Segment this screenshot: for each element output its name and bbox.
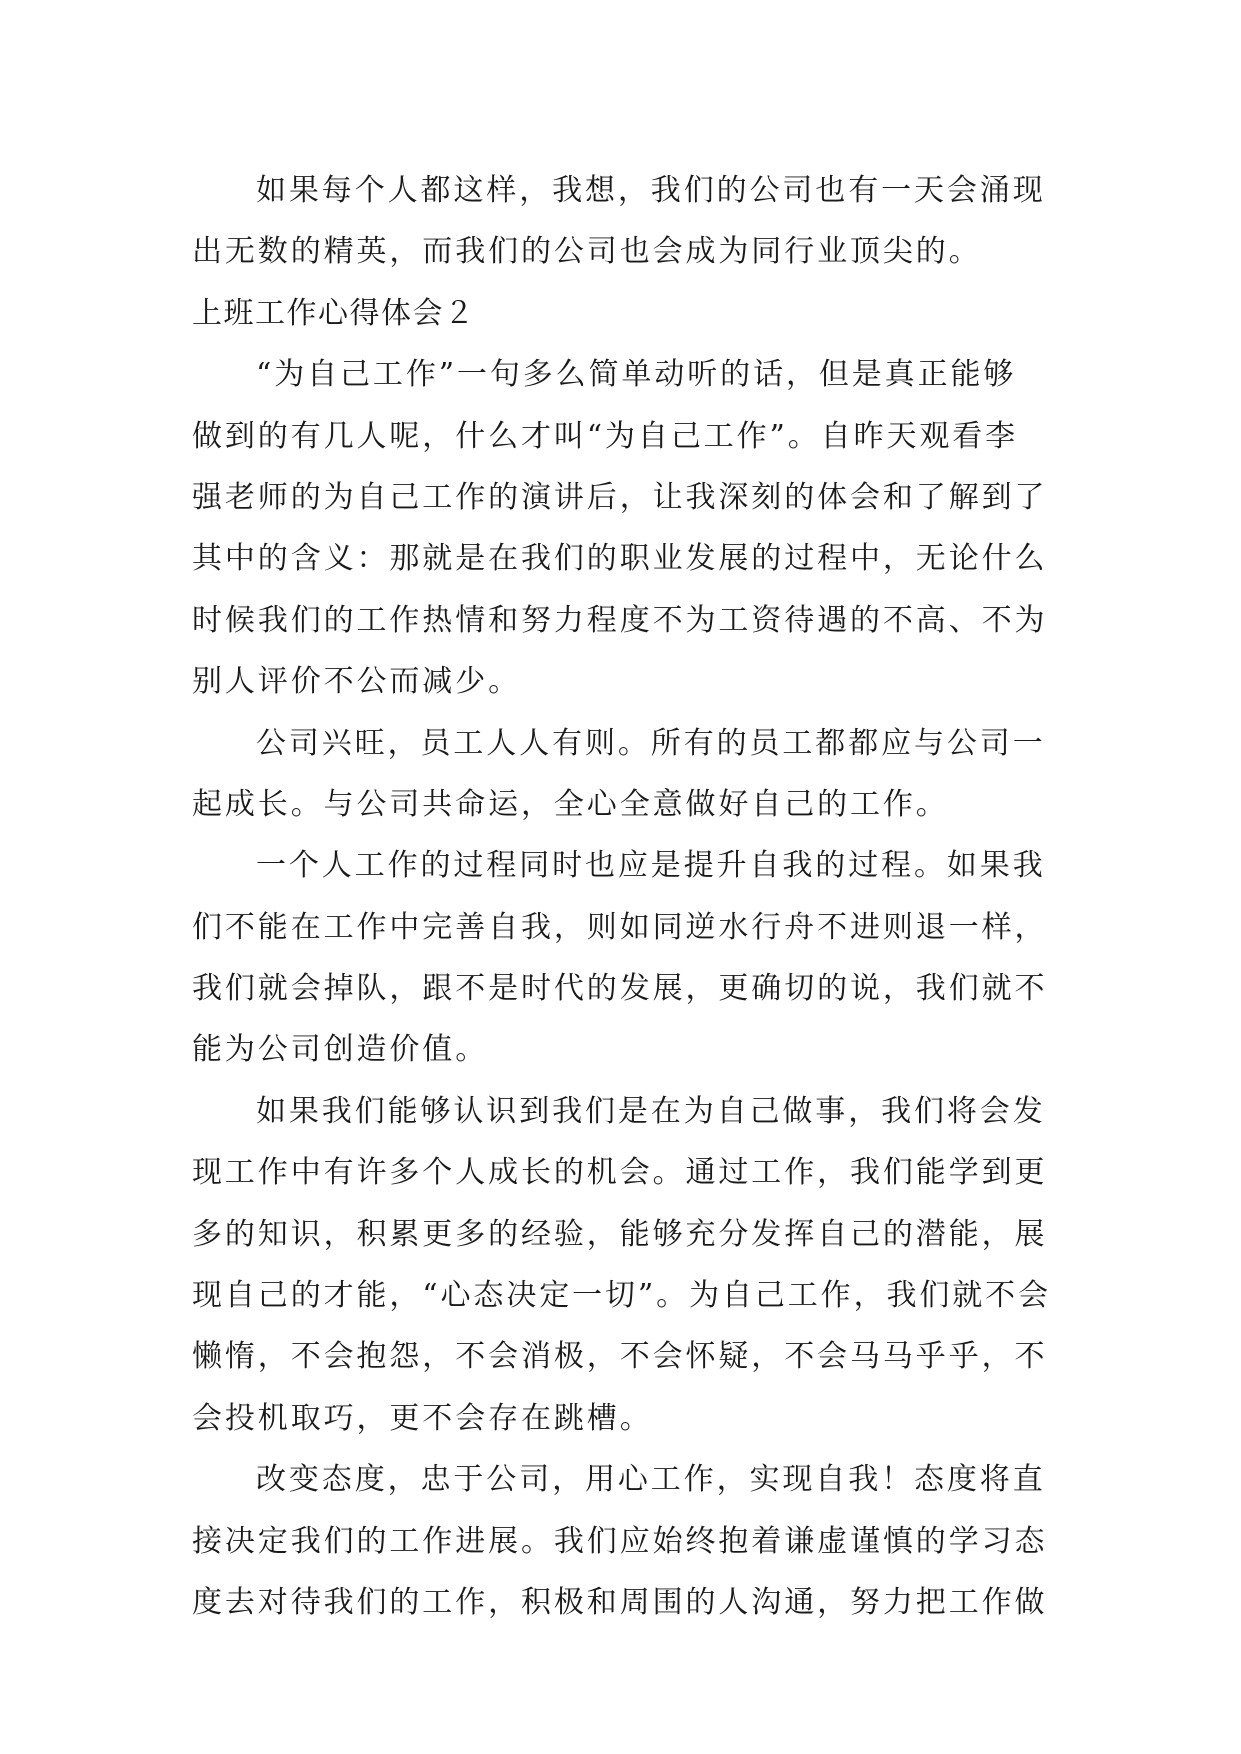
paragraph-line: 懒惰，不会抱怨，不会消极，不会怀疑，不会马马乎乎，不 (192, 1339, 1048, 1375)
section-heading: 上班工作心得体会２ (192, 295, 476, 331)
paragraph-line: 接决定我们的工作进展。我们应始终抱着谦虚谨慎的学习态 (192, 1523, 1048, 1559)
paragraph-line: 能为公司创造价值。 (192, 1032, 489, 1068)
paragraph-line: 多的知识，积累更多的经验，能够充分发挥自己的潜能，展 (192, 1216, 1048, 1252)
paragraph-line: 出无数的精英，而我们的公司也会成为同行业顶尖的。 (192, 234, 982, 270)
paragraph-line: 如果我们能够认识到我们是在为自己做事，我们将会发 (256, 1093, 1046, 1129)
paragraph-line: 改变态度，忠于公司，用心工作，实现自我！态度将直 (256, 1462, 1046, 1498)
paragraph-line: 如果每个人都这样，我想，我们的公司也有一天会涌现 (256, 173, 1046, 208)
paragraph-line: 时候我们的工作热情和努力程度不为工资待遇的不高、不为 (192, 602, 1048, 638)
paragraph-line: 一个人工作的过程同时也应是提升自我的过程。如果我 (256, 848, 1046, 884)
paragraph-line: 度去对待我们的工作，积极和周围的人沟通，努力把工作做 (192, 1584, 1048, 1620)
document-body (192, 160, 1052, 1633)
paragraph-line: 其中的含义：那就是在我们的职业发展的过程中，无论什么 (192, 541, 1048, 577)
paragraph-line: 们不能在工作中完善自我，则如同逆水行舟不进则退一样， (192, 909, 1048, 945)
paragraph-line: 别人评价不公而减少。 (192, 664, 521, 700)
paragraph-line: 现工作中有许多个人成长的机会。通过工作，我们能学到更 (192, 1155, 1048, 1191)
paragraph-line: 我们就会掉队，跟不是时代的发展，更确切的说，我们就不 (192, 971, 1048, 1007)
paragraph-line: 起成长。与公司共命运，全心全意做好自己的工作。 (192, 786, 949, 822)
paragraph-line: 公司兴旺，员工人人有则。所有的员工都都应与公司一 (256, 725, 1046, 761)
paragraph-line: 现自己的才能，“心态决定一切”。为自己工作，我们就不会 (192, 1278, 1051, 1314)
paragraph-line: 会投机取巧，更不会存在跳槽。 (192, 1400, 653, 1436)
paragraph-line: 做到的有几人呢，什么才叫“为自己工作”。自昨天观看李 (192, 418, 1019, 454)
paragraph-line: 强老师的为自己工作的演讲后，让我深刻的体会和了解到了 (192, 479, 1048, 515)
paragraph-line: “为自己工作”一句多么简单动听的话，但是真正能够 (256, 357, 1017, 393)
